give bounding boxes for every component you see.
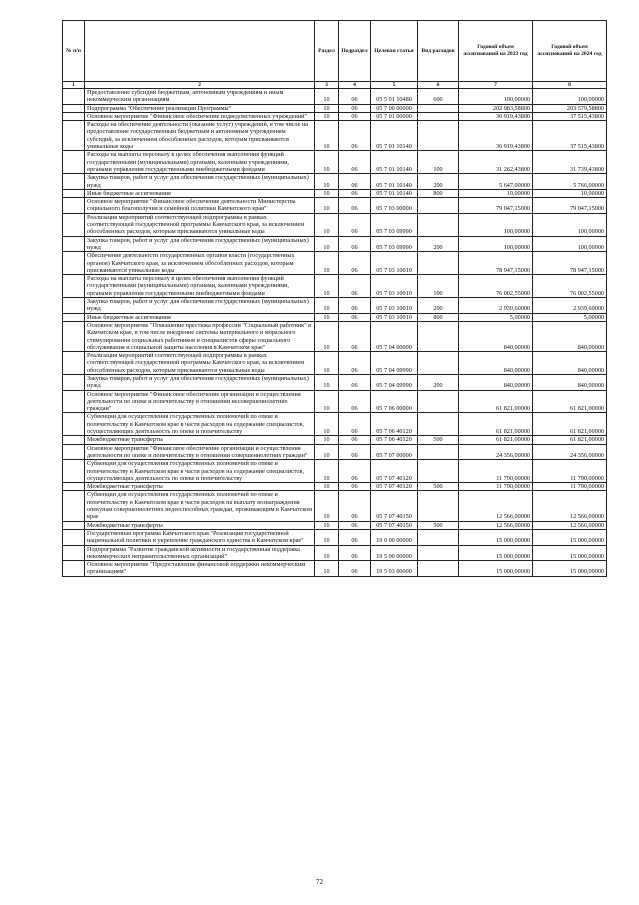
row-index-cell: [63, 189, 85, 197]
row-name-cell: Основное мероприятие "Финансовое обеспечение организации и осуществления деятельности по опеке и попечительству в отношении совершеннолетних граждан": [85, 444, 315, 460]
row-target-article-cell: 05 7 01 10140: [371, 151, 418, 174]
row-target-article-cell: 05 7 07 40120: [371, 460, 418, 483]
row-name-cell: Субвенции для осуществления государственных полномочий по опеке и попечительству в Камчатском крае в части расходов на содержание специалистов, осуществляющих деятельность по опеке и попечительству: [85, 460, 315, 483]
row-podrazdel-cell: 06: [339, 561, 371, 577]
row-podrazdel-cell: 06: [339, 298, 371, 314]
column-number: 1: [63, 82, 85, 89]
row-target-article-cell: 05 7 04 09990: [371, 352, 418, 375]
row-podrazdel-cell: 06: [339, 89, 371, 105]
row-razdel-cell: 10: [315, 491, 339, 521]
row-amount-2024-cell: 203 579,58800: [533, 104, 607, 112]
row-name-cell: Государственная программа Камчатского края "Реализация государственной национальной политики и укрепление гражданского единства в Камчатском крае": [85, 529, 315, 545]
row-index-cell: [63, 89, 85, 105]
row-expense-type-cell: 200: [418, 298, 459, 314]
row-expense-type-cell: [418, 460, 459, 483]
row-podrazdel-cell: 06: [339, 252, 371, 275]
row-name-cell: Подпрограмма "Развитие гражданской активности и государственная поддержка некоммерческих неправительственных организаций": [85, 545, 315, 561]
row-amount-2023-cell: 840,00000: [459, 374, 533, 390]
row-amount-2024-cell: 37 515,43800: [533, 112, 607, 120]
row-name-cell: Закупка товаров, работ и услуг для обеспечения государственных (муниципальных) нужд: [85, 236, 315, 252]
table-row: [63, 174, 607, 190]
row-razdel-cell: 10: [315, 413, 339, 436]
row-name-cell: Межбюджетные трансферты: [85, 521, 315, 529]
row-podrazdel-cell: 06: [339, 275, 371, 298]
row-name-cell: Межбюджетные трансферты: [85, 436, 315, 444]
row-amount-2023-cell: 12 566,00000: [459, 521, 533, 529]
column-number: 8: [533, 82, 607, 89]
header-target-article: Целевая статья: [371, 21, 418, 82]
row-razdel-cell: 10: [315, 321, 339, 351]
row-amount-2024-cell: 37 515,43800: [533, 121, 607, 151]
row-name-cell: Основное мероприятие "Финансовое обеспечение деятельности Министерства социального благополучия и семейной политики Камчатского края": [85, 198, 315, 214]
row-amount-2024-cell: 100,00000: [533, 236, 607, 252]
row-name-cell: Закупка товаров, работ и услуг для обеспечения государственных (муниципальных) нужд: [85, 374, 315, 390]
row-razdel-cell: 10: [315, 561, 339, 577]
row-amount-2024-cell: 61 821,00000: [533, 390, 607, 413]
row-amount-2024-cell: 12 566,00000: [533, 521, 607, 529]
table-row: [63, 89, 607, 105]
row-index-cell: [63, 483, 85, 491]
row-podrazdel-cell: 06: [339, 521, 371, 529]
row-expense-type-cell: 600: [418, 89, 459, 105]
row-index-cell: [63, 298, 85, 314]
row-razdel-cell: 10: [315, 174, 339, 190]
row-amount-2024-cell: 11 790,00000: [533, 460, 607, 483]
row-razdel-cell: 10: [315, 460, 339, 483]
row-razdel-cell: 10: [315, 298, 339, 314]
row-amount-2024-cell: 100,00000: [533, 213, 607, 236]
row-amount-2023-cell: 31 262,43800: [459, 151, 533, 174]
row-amount-2024-cell: 61 821,00000: [533, 436, 607, 444]
row-name-cell: Основное мероприятие "Предоставление финансовой поддержки некоммерческим организациям": [85, 561, 315, 577]
row-index-cell: [63, 436, 85, 444]
table-row: [63, 444, 607, 460]
header-number: № п/п: [63, 21, 85, 82]
row-name-cell: Предоставление субсидий бюджетным, автономным учреждениям и иным некоммерческим организациям: [85, 89, 315, 105]
row-amount-2023-cell: 100,00000: [459, 89, 533, 105]
row-target-article-cell: 05 7 03 09990: [371, 236, 418, 252]
row-amount-2024-cell: 10,00000: [533, 189, 607, 197]
row-amount-2023-cell: 79 047,15000: [459, 198, 533, 214]
row-amount-2024-cell: 12 566,00000: [533, 491, 607, 521]
row-target-article-cell: 05 7 03 10010: [371, 275, 418, 298]
row-podrazdel-cell: 06: [339, 460, 371, 483]
row-target-article-cell: 05 7 03 00000: [371, 198, 418, 214]
row-podrazdel-cell: 06: [339, 374, 371, 390]
row-target-article-cell: 05 7 07 40150: [371, 491, 418, 521]
row-target-article-cell: 19 5 00 00000: [371, 545, 418, 561]
row-expense-type-cell: [418, 121, 459, 151]
row-name-cell: Субвенции для осуществления государственных полномочий по опеке и попечительству в Камчатском крае в части расходов на выплату вознаграждения опекунам совершеннолетних недееспособных граждан, проживающим в Камчатском крае: [85, 491, 315, 521]
row-name-cell: Подпрограмма "Обеспечение реализации Программы": [85, 104, 315, 112]
row-razdel-cell: 10: [315, 112, 339, 120]
table-row: [63, 151, 607, 174]
row-expense-type-cell: [418, 198, 459, 214]
table-row: [63, 321, 607, 351]
row-target-article-cell: 05 7 07 00000: [371, 444, 418, 460]
row-podrazdel-cell: 06: [339, 174, 371, 190]
table-row: [63, 521, 607, 529]
row-podrazdel-cell: 06: [339, 444, 371, 460]
row-amount-2024-cell: 61 821,00000: [533, 413, 607, 436]
row-podrazdel-cell: 06: [339, 352, 371, 375]
row-amount-2024-cell: 840,00000: [533, 374, 607, 390]
row-index-cell: [63, 236, 85, 252]
row-target-article-cell: 05 7 03 10010: [371, 298, 418, 314]
row-index-cell: [63, 121, 85, 151]
row-razdel-cell: 10: [315, 121, 339, 151]
row-amount-2023-cell: 12 566,00000: [459, 491, 533, 521]
row-expense-type-cell: [418, 529, 459, 545]
row-expense-type-cell: 100: [418, 275, 459, 298]
header-podrazdel: Подраздел: [339, 21, 371, 82]
table-row: [63, 561, 607, 577]
table-row: [63, 252, 607, 275]
row-index-cell: [63, 198, 85, 214]
row-podrazdel-cell: 06: [339, 545, 371, 561]
row-amount-2024-cell: 11 790,00000: [533, 483, 607, 491]
row-razdel-cell: 10: [315, 521, 339, 529]
row-name-cell: Обеспечение деятельности государственных органов власти (государственных органов) Камчатского края, за исключением обособленных расходов, которым присваиваются уникальные коды: [85, 252, 315, 275]
row-amount-2023-cell: 5,00000: [459, 313, 533, 321]
row-name-cell: Закупка товаров, работ и услуг для обеспечения государственных (муниципальных) нужд: [85, 174, 315, 190]
row-index-cell: [63, 252, 85, 275]
table-row: [63, 460, 607, 483]
row-target-article-cell: 05 7 01 10140: [371, 174, 418, 190]
table-row: [63, 275, 607, 298]
row-index-cell: [63, 321, 85, 351]
row-amount-2024-cell: 76 002,55000: [533, 275, 607, 298]
row-name-cell: Иные бюджетные ассигнования: [85, 313, 315, 321]
row-index-cell: [63, 112, 85, 120]
table-row: [63, 491, 607, 521]
row-razdel-cell: 10: [315, 89, 339, 105]
row-name-cell: Расходы на выплаты персоналу в целях обеспечения выполнения функций государственными (муниципальными) органами, казенными учреждениями, органами управления государственными внебюджетными фондами: [85, 275, 315, 298]
row-index-cell: [63, 413, 85, 436]
row-razdel-cell: 10: [315, 275, 339, 298]
header-amount-2023: Годовой объем ассигнований на 2023 год: [459, 21, 533, 82]
row-amount-2023-cell: 100,00000: [459, 213, 533, 236]
row-amount-2023-cell: 840,00000: [459, 352, 533, 375]
table-row: [63, 236, 607, 252]
row-podrazdel-cell: 06: [339, 198, 371, 214]
row-expense-type-cell: 800: [418, 313, 459, 321]
column-number: 7: [459, 82, 533, 89]
row-razdel-cell: 10: [315, 374, 339, 390]
row-podrazdel-cell: 06: [339, 483, 371, 491]
row-podrazdel-cell: 06: [339, 112, 371, 120]
row-target-article-cell: 05 7 04 09990: [371, 374, 418, 390]
row-name-cell: Субвенции для осуществления государственных полномочий по опеке и попечительству в Камчатском крае в части расходов на содержание специалистов, осуществляющих деятельность по опеке и попечительству: [85, 413, 315, 436]
row-index-cell: [63, 174, 85, 190]
row-name-cell: Расходы на выплаты персоналу в целях обеспечения выполнения функций государственными (муниципальными) органами, казенными учреждениями, органами управления государственными внебюджетными фондами: [85, 151, 315, 174]
row-razdel-cell: 10: [315, 390, 339, 413]
row-expense-type-cell: [418, 252, 459, 275]
row-amount-2024-cell: 2 939,60000: [533, 298, 607, 314]
row-index-cell: [63, 444, 85, 460]
row-name-cell: Закупка товаров, работ и услуг для обеспечения государственных (муниципальных) нужд: [85, 298, 315, 314]
row-expense-type-cell: [418, 413, 459, 436]
row-razdel-cell: 10: [315, 151, 339, 174]
column-number: 3: [315, 82, 339, 89]
row-razdel-cell: 10: [315, 313, 339, 321]
page-number: 72: [316, 878, 323, 886]
row-amount-2024-cell: 79 047,15000: [533, 198, 607, 214]
row-razdel-cell: 10: [315, 529, 339, 545]
row-target-article-cell: 05 7 07 40120: [371, 483, 418, 491]
row-amount-2023-cell: 10,00000: [459, 189, 533, 197]
row-podrazdel-cell: 06: [339, 236, 371, 252]
row-index-cell: [63, 352, 85, 375]
row-index-cell: [63, 313, 85, 321]
row-expense-type-cell: [418, 213, 459, 236]
table-row: [63, 198, 607, 214]
row-amount-2023-cell: 61 821,00000: [459, 413, 533, 436]
table-row: [63, 545, 607, 561]
row-expense-type-cell: [418, 321, 459, 351]
row-razdel-cell: 10: [315, 236, 339, 252]
row-amount-2023-cell: 78 947,15000: [459, 252, 533, 275]
row-name-cell: Основное мероприятие "Финансовое обеспечение подведомственных учреждений": [85, 112, 315, 120]
table-row: [63, 112, 607, 120]
row-expense-type-cell: [418, 352, 459, 375]
row-index-cell: [63, 521, 85, 529]
row-podrazdel-cell: 06: [339, 491, 371, 521]
row-razdel-cell: 10: [315, 444, 339, 460]
header-razdel: Раздел: [315, 21, 339, 82]
row-amount-2023-cell: 840,00000: [459, 321, 533, 351]
row-amount-2024-cell: 840,00000: [533, 352, 607, 375]
row-podrazdel-cell: 06: [339, 104, 371, 112]
row-amount-2023-cell: 36 919,43800: [459, 121, 533, 151]
row-amount-2024-cell: 24 356,00000: [533, 444, 607, 460]
table-row: [63, 189, 607, 197]
row-target-article-cell: 19 0 00 00000: [371, 529, 418, 545]
table-row: [63, 121, 607, 151]
row-amount-2023-cell: 5 647,00000: [459, 174, 533, 190]
row-podrazdel-cell: 06: [339, 529, 371, 545]
row-podrazdel-cell: 06: [339, 189, 371, 197]
row-podrazdel-cell: 06: [339, 121, 371, 151]
row-amount-2023-cell: 15 000,00000: [459, 561, 533, 577]
row-name-cell: Иные бюджетные ассигнования: [85, 189, 315, 197]
row-target-article-cell: 05 5 01 10480: [371, 89, 418, 105]
row-razdel-cell: 10: [315, 436, 339, 444]
row-podrazdel-cell: 06: [339, 413, 371, 436]
row-name-cell: Основное мероприятие "Повышение престижа профессии "Социальный работник" в Камчатском крае, в том числе внедрение системы материального и морального стимулирования социальных работников и специалистов сферы социального обслуживания и социальной защиты населения в Камчатском крае": [85, 321, 315, 351]
row-podrazdel-cell: 06: [339, 436, 371, 444]
row-target-article-cell: 05 7 03 10010: [371, 313, 418, 321]
row-razdel-cell: 10: [315, 545, 339, 561]
row-index-cell: [63, 390, 85, 413]
row-amount-2023-cell: 24 356,00000: [459, 444, 533, 460]
row-name-cell: Реализация мероприятий соответствующей подпрограммы в рамках соответствующей государственной программы Камчатского края, за исключением обособленных расходов, которым присваиваются уникальные коды: [85, 352, 315, 375]
row-expense-type-cell: [418, 104, 459, 112]
row-podrazdel-cell: 06: [339, 313, 371, 321]
header-expense-type: Вид расходов: [418, 21, 459, 82]
row-razdel-cell: 10: [315, 213, 339, 236]
column-numbers-row: [63, 82, 607, 89]
column-number: 5: [371, 82, 418, 89]
table-row: [63, 436, 607, 444]
row-index-cell: [63, 374, 85, 390]
table-row: [63, 483, 607, 491]
row-target-article-cell: 05 7 07 40150: [371, 521, 418, 529]
row-amount-2023-cell: 15 000,00000: [459, 529, 533, 545]
row-amount-2023-cell: 61 821,00000: [459, 436, 533, 444]
table-row: [63, 390, 607, 413]
row-amount-2023-cell: 100,00000: [459, 236, 533, 252]
row-expense-type-cell: [418, 561, 459, 577]
row-razdel-cell: 10: [315, 189, 339, 197]
row-index-cell: [63, 491, 85, 521]
row-name-cell: Межбюджетные трансферты: [85, 483, 315, 491]
row-expense-type-cell: 100: [418, 151, 459, 174]
header-row: [63, 21, 607, 82]
row-target-article-cell: 05 7 01 00000: [371, 112, 418, 120]
row-index-cell: [63, 529, 85, 545]
row-expense-type-cell: [418, 390, 459, 413]
table-body: [63, 89, 607, 577]
row-target-article-cell: 19 5 03 00000: [371, 561, 418, 577]
row-index-cell: [63, 561, 85, 577]
table-row: [63, 352, 607, 375]
row-podrazdel-cell: 06: [339, 321, 371, 351]
row-index-cell: [63, 275, 85, 298]
row-amount-2023-cell: 15 000,00000: [459, 545, 533, 561]
row-target-article-cell: 05 7 03 09990: [371, 213, 418, 236]
row-podrazdel-cell: 06: [339, 390, 371, 413]
header-name: [85, 21, 315, 82]
row-target-article-cell: 05 7 01 10140: [371, 121, 418, 151]
table-row: [63, 529, 607, 545]
row-amount-2023-cell: 36 919,43800: [459, 112, 533, 120]
table-row: [63, 213, 607, 236]
row-expense-type-cell: 500: [418, 521, 459, 529]
budget-table: [62, 20, 607, 577]
row-index-cell: [63, 460, 85, 483]
row-amount-2023-cell: 11 790,00000: [459, 483, 533, 491]
row-target-article-cell: 05 7 06 40120: [371, 436, 418, 444]
row-razdel-cell: 10: [315, 104, 339, 112]
table-row: [63, 413, 607, 436]
row-index-cell: [63, 545, 85, 561]
table-row: [63, 104, 607, 112]
row-target-article-cell: 05 7 06 40120: [371, 413, 418, 436]
row-amount-2024-cell: 100,00000: [533, 89, 607, 105]
column-number: 2: [85, 82, 315, 89]
row-amount-2023-cell: 76 002,55000: [459, 275, 533, 298]
row-amount-2023-cell: 11 790,00000: [459, 460, 533, 483]
row-amount-2024-cell: 15 000,00000: [533, 561, 607, 577]
column-number: 6: [418, 82, 459, 89]
row-target-article-cell: 05 7 06 00000: [371, 390, 418, 413]
table-row: [63, 298, 607, 314]
row-amount-2024-cell: 78 947,15000: [533, 252, 607, 275]
row-name-cell: Реализация мероприятий соответствующей подпрограммы в рамках соответствующей государственной программы Камчатского края, за исключением обособленных расходов, которым присваиваются уникальные коды: [85, 213, 315, 236]
row-name-cell: Расходы на обеспечение деятельности (оказание услуг) учреждений, в том числе на предоставление государственным бюджетным и автономным учреждениям субсидий, за исключением обособленных расходов, которым присваиваются уникальные коды: [85, 121, 315, 151]
row-target-article-cell: 05 7 01 10140: [371, 189, 418, 197]
row-razdel-cell: 10: [315, 252, 339, 275]
row-expense-type-cell: 200: [418, 374, 459, 390]
row-target-article-cell: 05 7 00 00000: [371, 104, 418, 112]
row-index-cell: [63, 104, 85, 112]
column-number: 4: [339, 82, 371, 89]
row-razdel-cell: 10: [315, 352, 339, 375]
row-expense-type-cell: 500: [418, 436, 459, 444]
row-amount-2023-cell: 61 821,00000: [459, 390, 533, 413]
row-amount-2023-cell: 2 939,60000: [459, 298, 533, 314]
row-amount-2024-cell: 15 000,00000: [533, 545, 607, 561]
row-amount-2024-cell: 840,00000: [533, 321, 607, 351]
row-razdel-cell: 10: [315, 198, 339, 214]
header-amount-2024: Годовой объем ассигнований на 2024 год: [533, 21, 607, 82]
row-expense-type-cell: 200: [418, 174, 459, 190]
row-amount-2024-cell: 5 766,00000: [533, 174, 607, 190]
row-expense-type-cell: 500: [418, 483, 459, 491]
row-target-article-cell: 05 7 03 10010: [371, 252, 418, 275]
row-expense-type-cell: 200: [418, 236, 459, 252]
row-target-article-cell: 05 7 04 00000: [371, 321, 418, 351]
row-index-cell: [63, 151, 85, 174]
row-name-cell: Основное мероприятие "Финансовое обеспечение организации и осуществления деятельности по опеке и попечительству в отношении несовершеннолетних граждан": [85, 390, 315, 413]
row-index-cell: [63, 213, 85, 236]
row-podrazdel-cell: 06: [339, 151, 371, 174]
row-podrazdel-cell: 06: [339, 213, 371, 236]
row-amount-2023-cell: 202 983,58800: [459, 104, 533, 112]
row-amount-2024-cell: 5,00000: [533, 313, 607, 321]
row-expense-type-cell: [418, 545, 459, 561]
row-expense-type-cell: [418, 491, 459, 521]
row-razdel-cell: 10: [315, 483, 339, 491]
row-expense-type-cell: [418, 112, 459, 120]
row-expense-type-cell: [418, 444, 459, 460]
row-amount-2024-cell: 15 000,00000: [533, 529, 607, 545]
table-row: [63, 374, 607, 390]
table-row: [63, 313, 607, 321]
row-amount-2024-cell: 31 739,43800: [533, 151, 607, 174]
row-expense-type-cell: 800: [418, 189, 459, 197]
